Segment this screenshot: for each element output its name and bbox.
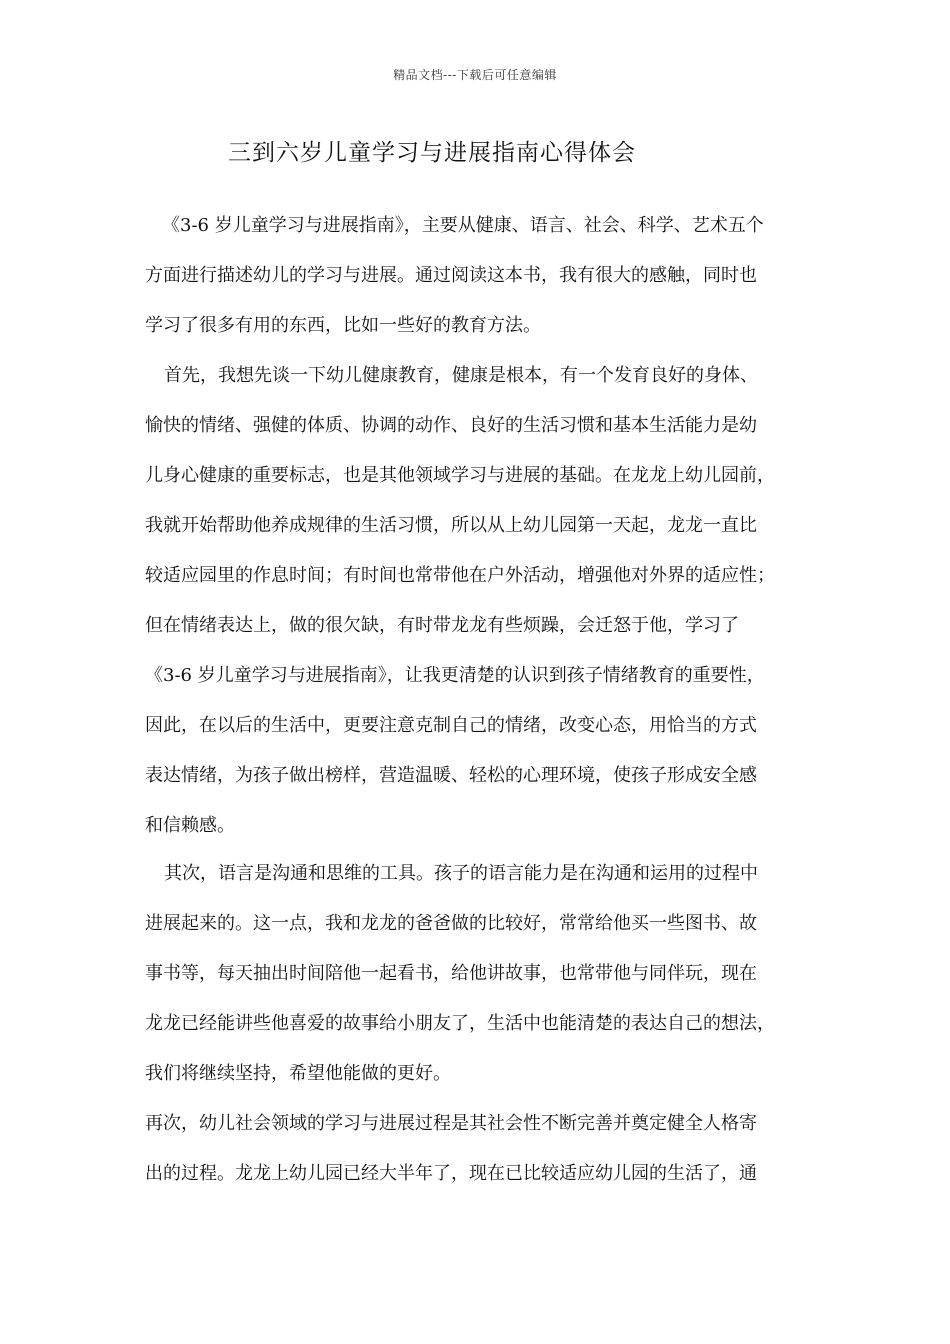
text-line: 因此，在以后的生活中，更要注意克制自己的情绪，改变心态，用恰当的方式 — [145, 715, 757, 736]
text-line: 较适应园里的作息时间；有时间也常带他在户外活动，增强他对外界的适应性； — [145, 565, 775, 586]
text-line: 儿身心健康的重要标志，也是其他领域学习与进展的基础。在龙龙上幼儿园前， — [145, 465, 775, 486]
text-line: 首先，我想先谈一下幼儿健康教育，健康是根本，有一个发育良好的身体、 — [164, 365, 758, 386]
text-line: 进展起来的。这一点，我和龙龙的爸爸做的比较好，常常给他买一些图书、故 — [145, 913, 757, 934]
text-line: 愉快的情绪、强健的体质、协调的动作、良好的生活习惯和基本生活能力是幼 — [145, 415, 757, 436]
text-line: 表达情绪，为孩子做出榜样，营造温暖、轻松的心理环境，使孩子形成安全感 — [145, 765, 757, 786]
text-line: 学习了很多有用的东西，比如一些好的教育方法。 — [145, 315, 541, 336]
text-line: 我就开始帮助他养成规律的生活习惯，所以从上幼儿园第一天起，龙龙一直比 — [145, 515, 757, 536]
text-line: 出的过程。龙龙上幼儿园已经大半年了，现在已比较适应幼儿园的生活了，通 — [145, 1163, 757, 1184]
text-line: 和信赖感。 — [145, 815, 235, 836]
text-line: 再次，幼儿社会领域的学习与进展过程是其社会性不断完善并奠定健全人格寄 — [145, 1113, 757, 1134]
page-header: 精品文档---下载后可任意编辑 — [393, 68, 557, 82]
text-line: 我们将继续坚持，希望他能做的更好。 — [145, 1063, 451, 1084]
document-title: 三到六岁儿童学习与进展指南心得体会 — [228, 140, 636, 166]
text-line: 但在情绪表达上，做的很欠缺，有时带龙龙有些烦躁，会迁怒于他，学习了 — [145, 615, 739, 636]
text-line: 《3-6 岁儿童学习与进展指南》，让我更清楚的认识到孩子情绪教育的重要性， — [145, 665, 765, 686]
text-line: 其次，语言是沟通和思维的工具。孩子的语言能力是在沟通和运用的过程中 — [164, 863, 758, 884]
text-line: 龙龙已经能讲些他喜爱的故事给小朋友了，生活中也能清楚的表达自己的想法， — [145, 1013, 775, 1034]
text-line: 事书等，每天抽出时间陪他一起看书，给他讲故事，也常带他与同伴玩，现在 — [145, 963, 757, 984]
text-line: 方面进行描述幼儿的学习与进展。通过阅读这本书，我有很大的感触，同时也 — [145, 265, 757, 286]
text-line: 《3-6 岁儿童学习与进展指南》，主要从健康、语言、社会、科学、艺术五个 — [162, 215, 764, 236]
